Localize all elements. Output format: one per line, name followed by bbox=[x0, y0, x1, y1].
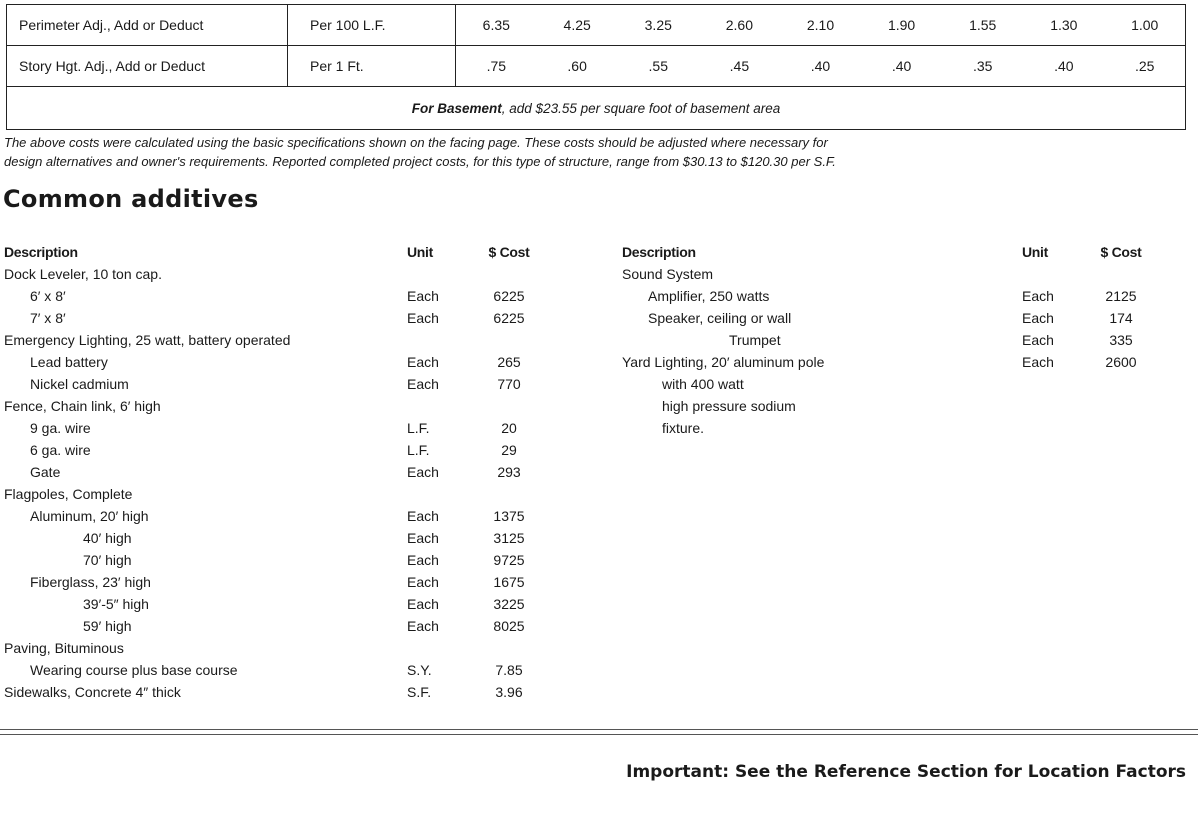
item-description: 7′ x 8′ bbox=[30, 310, 66, 326]
additive-item bbox=[622, 329, 1182, 351]
divider-rule bbox=[0, 734, 1198, 735]
additive-item bbox=[622, 373, 1182, 395]
adjustment-value: 3.25 bbox=[618, 5, 699, 46]
additive-item bbox=[4, 637, 564, 659]
item-description: Speaker, ceiling or wall bbox=[648, 310, 792, 326]
item-cost: 265 bbox=[497, 354, 521, 370]
additive-item bbox=[4, 329, 564, 351]
additive-item bbox=[4, 461, 564, 483]
additive-item bbox=[622, 307, 1182, 329]
adjustment-value: 2.10 bbox=[780, 5, 861, 46]
additive-item bbox=[4, 373, 564, 395]
item-description: Nickel cadmium bbox=[30, 376, 129, 392]
additive-item bbox=[4, 527, 564, 549]
additive-item bbox=[4, 263, 564, 285]
additive-item bbox=[4, 417, 564, 439]
additive-item bbox=[4, 571, 564, 593]
basement-text: , add $23.55 per square foot of basement area bbox=[501, 100, 781, 116]
item-unit: Each bbox=[407, 354, 439, 370]
item-description: 70′ high bbox=[83, 552, 132, 568]
header-unit: Unit bbox=[1022, 244, 1049, 260]
adjustment-unit: Per 100 L.F. bbox=[288, 5, 456, 46]
item-unit: L.F. bbox=[407, 442, 430, 458]
item-unit: S.Y. bbox=[407, 662, 432, 678]
item-unit: Each bbox=[1022, 310, 1054, 326]
item-cost: 2600 bbox=[1105, 354, 1137, 370]
adjustment-unit: Per 1 Ft. bbox=[288, 46, 456, 87]
item-unit: Each bbox=[407, 552, 439, 568]
item-description: with 400 watt bbox=[662, 376, 744, 392]
adjustment-row bbox=[7, 5, 1186, 46]
adjustment-value: .45 bbox=[699, 46, 780, 87]
item-unit: Each bbox=[1022, 288, 1054, 304]
item-description: 40′ high bbox=[83, 530, 132, 546]
item-description: Dock Leveler, 10 ton cap. bbox=[4, 266, 162, 282]
additive-item bbox=[622, 285, 1182, 307]
item-cost: 3125 bbox=[493, 530, 525, 546]
item-description: high pressure sodium bbox=[662, 398, 796, 414]
item-cost: 770 bbox=[497, 376, 521, 392]
item-description: 9 ga. wire bbox=[30, 420, 91, 436]
item-description: Yard Lighting, 20′ aluminum pole bbox=[622, 354, 825, 370]
item-cost: 6225 bbox=[493, 310, 525, 326]
adjustment-value: .25 bbox=[1104, 46, 1185, 87]
adjustment-value: .40 bbox=[861, 46, 942, 87]
item-cost: 1675 bbox=[493, 574, 525, 590]
adjustment-value: 1.30 bbox=[1023, 5, 1104, 46]
note-line-2: design alternatives and owner's requirements. Reported completed project costs, for this type of structure, range from $30.13 to $120.30 per S.F. bbox=[4, 154, 836, 169]
adjustment-value: 2.60 bbox=[699, 5, 780, 46]
adjustment-value: .40 bbox=[1023, 46, 1104, 87]
item-cost: 335 bbox=[1109, 332, 1133, 348]
item-description: 39′-5″ high bbox=[83, 596, 149, 612]
adjustment-value: 1.00 bbox=[1104, 5, 1185, 46]
item-cost: 29 bbox=[501, 442, 517, 458]
item-unit: Each bbox=[407, 574, 439, 590]
item-unit: Each bbox=[407, 288, 439, 304]
item-cost: 8025 bbox=[493, 618, 525, 634]
additive-item bbox=[4, 659, 564, 681]
item-cost: 3225 bbox=[493, 596, 525, 612]
item-unit: Each bbox=[407, 464, 439, 480]
item-cost: 7.85 bbox=[495, 662, 523, 678]
additive-item bbox=[4, 505, 564, 527]
item-cost: 1375 bbox=[493, 508, 525, 524]
item-unit: S.F. bbox=[407, 684, 432, 700]
header-cost: $ Cost bbox=[488, 244, 530, 260]
item-cost: 9725 bbox=[493, 552, 525, 568]
item-description: 6 ga. wire bbox=[30, 442, 91, 458]
item-description: Trumpet bbox=[729, 332, 781, 348]
item-cost: 2125 bbox=[1105, 288, 1137, 304]
header-description: Description bbox=[4, 244, 78, 260]
note-line-1: The above costs were calculated using the basic specifications shown on the facing page. These costs should be adjusted where necessary for bbox=[4, 135, 828, 150]
section-title: Common additives bbox=[3, 185, 259, 213]
additive-item bbox=[622, 263, 1182, 285]
basement-label: For Basement bbox=[411, 100, 502, 116]
adjustments-table bbox=[6, 4, 1186, 130]
item-unit: Each bbox=[1022, 354, 1054, 370]
item-cost: 3.96 bbox=[495, 684, 523, 700]
item-description: Lead battery bbox=[30, 354, 108, 370]
item-unit: Each bbox=[407, 508, 439, 524]
additive-item bbox=[4, 307, 564, 329]
additive-item bbox=[4, 681, 564, 703]
item-description: Fiberglass, 23′ high bbox=[30, 574, 151, 590]
item-description: Gate bbox=[30, 464, 61, 480]
adjustment-value: 4.25 bbox=[537, 5, 618, 46]
item-description: Aluminum, 20′ high bbox=[30, 508, 149, 524]
item-unit: Each bbox=[407, 530, 439, 546]
header-cost: $ Cost bbox=[1100, 244, 1142, 260]
column-header-row bbox=[4, 241, 564, 263]
item-description: Paving, Bituminous bbox=[4, 640, 124, 656]
basement-note bbox=[7, 87, 1186, 130]
header-unit: Unit bbox=[407, 244, 434, 260]
adjustment-value: 1.90 bbox=[861, 5, 942, 46]
item-cost: 293 bbox=[497, 464, 521, 480]
adjustment-value: .40 bbox=[780, 46, 861, 87]
adjustment-label: Perimeter Adj., Add or Deduct bbox=[7, 5, 288, 46]
adjustment-value: 1.55 bbox=[942, 5, 1023, 46]
item-unit: Each bbox=[407, 618, 439, 634]
item-description: 59′ high bbox=[83, 618, 132, 634]
location-factors-note: Important: See the Reference Section for Location Factors bbox=[626, 762, 1186, 782]
item-description: Sound System bbox=[622, 266, 714, 282]
divider-rule bbox=[0, 729, 1198, 730]
item-description: Emergency Lighting, 25 watt, battery operated bbox=[4, 332, 291, 348]
additive-item bbox=[4, 593, 564, 615]
item-description: Sidewalks, Concrete 4″ thick bbox=[4, 684, 181, 700]
item-cost: 20 bbox=[501, 420, 517, 436]
item-unit: Each bbox=[407, 596, 439, 612]
adjustment-value: .35 bbox=[942, 46, 1023, 87]
item-description: Fence, Chain link, 6′ high bbox=[4, 398, 161, 414]
column-header-row bbox=[622, 241, 1182, 263]
item-unit: L.F. bbox=[407, 420, 430, 436]
item-description: Flagpoles, Complete bbox=[4, 486, 133, 502]
item-unit: Each bbox=[407, 376, 439, 392]
item-description: Wearing course plus base course bbox=[30, 662, 238, 678]
basement-row bbox=[7, 87, 1186, 130]
adjustment-value: .55 bbox=[618, 46, 699, 87]
adjustment-value: 6.35 bbox=[456, 5, 537, 46]
item-description: fixture. bbox=[662, 420, 705, 436]
additive-item bbox=[4, 351, 564, 373]
item-description: Amplifier, 250 watts bbox=[648, 288, 770, 304]
additive-item bbox=[4, 395, 564, 417]
item-unit: Each bbox=[407, 310, 439, 326]
additive-item bbox=[622, 351, 1182, 373]
item-cost: 6225 bbox=[493, 288, 525, 304]
cost-note bbox=[4, 133, 1194, 171]
adjustment-row bbox=[7, 46, 1186, 87]
adjustment-value: .60 bbox=[537, 46, 618, 87]
additives-left-column bbox=[4, 241, 564, 703]
additives-right-column bbox=[622, 241, 1182, 439]
additive-item bbox=[4, 483, 564, 505]
additive-item bbox=[622, 417, 1182, 439]
item-unit: Each bbox=[1022, 332, 1054, 348]
additive-item bbox=[4, 549, 564, 571]
item-description: 6′ x 8′ bbox=[30, 288, 66, 304]
item-cost: 174 bbox=[1109, 310, 1133, 326]
additive-item bbox=[622, 395, 1182, 417]
adjustment-value: .75 bbox=[456, 46, 537, 87]
additive-item bbox=[4, 285, 564, 307]
header-description: Description bbox=[622, 244, 696, 260]
adjustment-label: Story Hgt. Adj., Add or Deduct bbox=[7, 46, 288, 87]
additive-item bbox=[4, 439, 564, 461]
additive-item bbox=[4, 615, 564, 637]
